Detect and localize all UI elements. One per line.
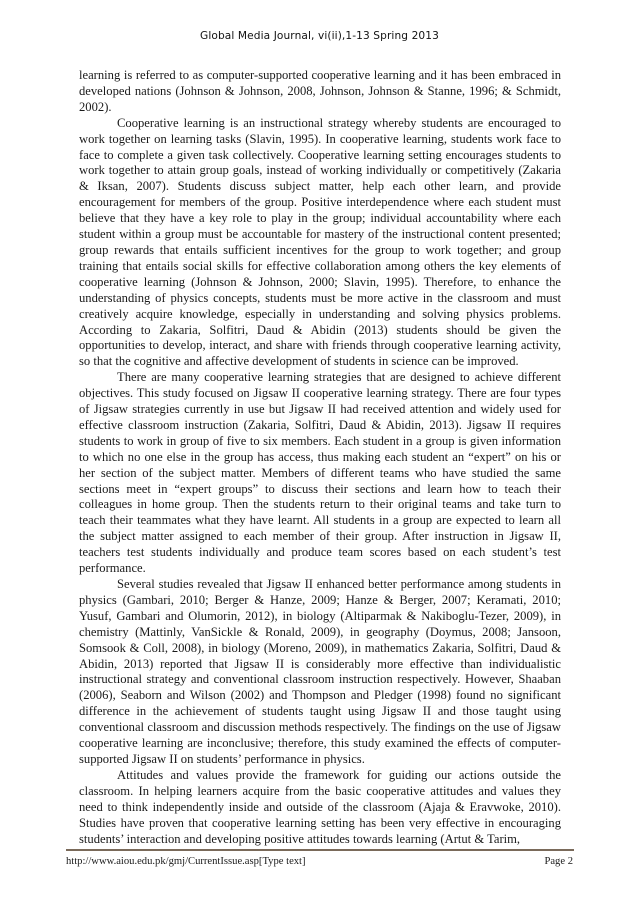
page-number: Page 2 — [544, 856, 573, 867]
paragraph-2: Cooperative learning is an instructional strategy whereby students are encouraged to work together on learning tasks (Slavin, 1995). In cooperative learning, students work face to face to complete a given task collectively. Cooperative learning setting encourages students to work together to attain group goals, instead of working individually or competitively (Zakaria & Iksan, 2007). Students discuss subject matter, help each other learn, and provide encouragement for members of the group. Positive interdependence where each student must believe that they have a key role to play in the group; individual accountability where each student within a group must be accountable for mastery of the instructional content presented; group rewards that entails sufficient incentives for the group to work together; and group training that entails social skills for effective collaboration among others the key elements of cooperative learning (Johnson & Johnson, 2000; Slavin, 1995). Therefore, to enhance the understanding of physics concepts, students must be more active in the classroom and must creatively acquire knowledge, especially in understanding and solving physics problems. According to Zakaria, Solfitri, Daud & Abidin (2013) students should be given the opportunities to develop, interact, and share with friends through cooperative learning activity, so that the cognitive and affective development of students in science can be improved. — [79, 115, 561, 369]
footer-divider — [66, 849, 574, 851]
footer-url: http://www.aiou.edu.pk/gmj/CurrentIssue.asp[Type text] — [66, 856, 306, 867]
paragraph-3: There are many cooperative learning strategies that are designed to achieve different objectives. This study focused on Jigsaw II cooperative learning strategy. There are four types of Jigsaw strategies currently in use but Jigsaw II had received attention and widely used for effective classroom instruction (Zakaria, Solfitri, Daud & Abidin, 2013). Jigsaw II requires students to work in group of five to six members. Each student in a group is given information to which no one else in the group has access, thus making each student an “expert” on his or her section of the subject matter. Members of different teams who have studied the same sections meet in “expert groups” to discuss their sections and learn how to teach their colleagues in home group. Then the students return to their original teams and take turn to teach their teammates what they have learnt. All students in a group are expected to learn all the subject matter assigned to each member of their group. After instruction in Jigsaw II, teachers test students individually and produce team scores based on each student’s test performance. — [79, 370, 561, 576]
paragraph-5: Attitudes and values provide the framework for guiding our actions outside the classroom. In helping learners acquire from the basic cooperative attitudes and values they need to think independently inside and outside of the classroom (Ajaja & Eravwoke, 2010). Studies have proven that cooperative learning setting has been very effective in encouraging students’ interaction and developing positive attitudes towards learning (Artut & Tarim, — [79, 767, 561, 846]
paragraph-4: Several studies revealed that Jigsaw II enhanced better performance among students in physics (Gambari, 2010; Berger & Hanze, 2009; Hanze & Berger, 2007; Keramati, 2010; Yusuf, Gambari and Olumorin, 2012), in biology (Altiparmak & Nakiboglu-Tezer, 2009), in chemistry (Mattinly, VanSickle & Ronald, 2009), in geography (Doymus, 2008; Jansoon, Somsook & Coll, 2008), in biology (Moreno, 2009), in mathematics Zakaria, Solfitri, Daud & Abidin, 2013) reported that Jigsaw II is considerably more effective than individualistic instructional strategy and conventional classroom instruction respectively. However, Shaaban (2006), Seaborn and Wilson (2002) and Thompson and Pledger (1998) found no significant difference in the achievement of students taught using Jigsaw II and those taught using conventional classroom and discussion methods respectively. The findings on the use of Jigsaw cooperative learning are inconclusive; therefore, this study examined the effects of computer-supported Jigsaw II on students’ performance in physics. — [79, 577, 561, 766]
running-header: Global Media Journal, vi(ii),1-13 Spring 2013 — [200, 30, 439, 42]
body-text — [79, 68, 561, 847]
paragraph-1: learning is referred to as computer-supported cooperative learning and it has been embraced in developed nations (Johnson & Johnson, 2008, Johnson, Johnson & Stanne, 1996; & Schmidt, 2002). — [79, 68, 561, 114]
